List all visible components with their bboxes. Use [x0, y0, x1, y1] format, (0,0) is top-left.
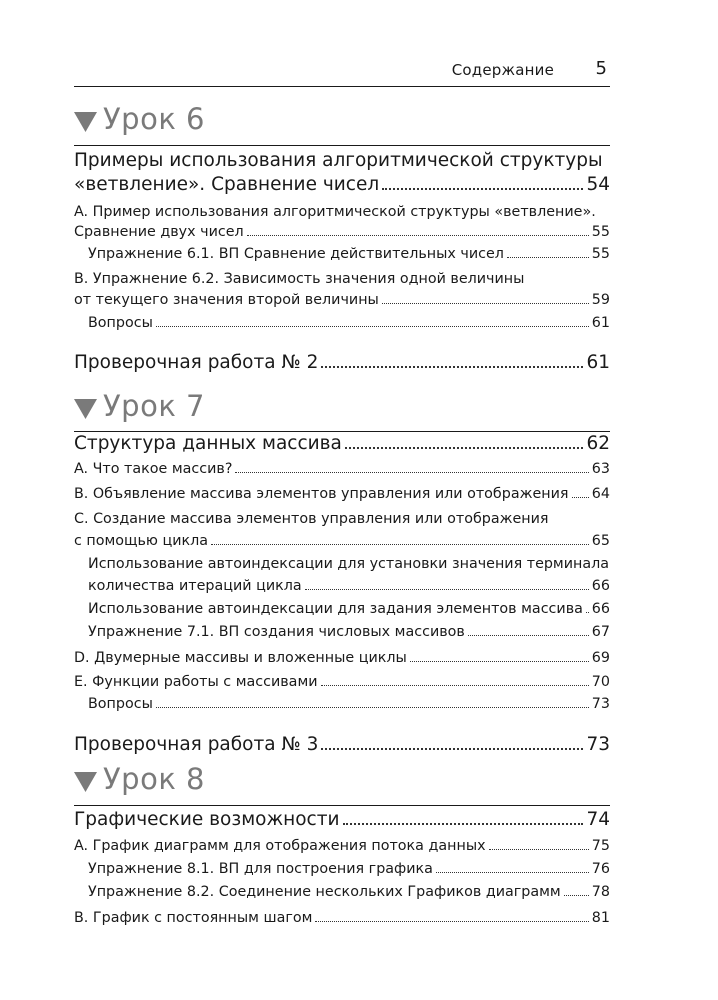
dot-leader: [321, 366, 583, 368]
toc-page-number: 66: [591, 601, 610, 617]
dot-leader: [489, 849, 589, 850]
lesson-6-rule: [74, 145, 610, 146]
toc-entry-label: Структура данных массива: [74, 433, 342, 454]
dot-leader: [247, 235, 589, 236]
header-section-title: Содержание: [451, 61, 554, 79]
running-header: [74, 58, 610, 87]
toc-entry-label: количества итераций цикла: [88, 578, 302, 594]
toc-page-number: 81: [591, 910, 610, 926]
toc-entry[interactable]: [74, 352, 610, 373]
toc-entry-line1: Примеры использования алгоритмической структуры: [74, 150, 603, 171]
toc-entry[interactable]: [74, 838, 610, 854]
dot-leader: [345, 447, 584, 449]
toc-page-number: 64: [591, 486, 610, 502]
toc-entry[interactable]: [74, 734, 610, 755]
toc-page-number: 66: [591, 578, 610, 594]
toc-entry-label: Упражнение 8.1. ВП для построения графика: [88, 861, 433, 877]
toc-page-number: 54: [586, 174, 610, 195]
toc-entry[interactable]: [88, 601, 610, 617]
toc-entry-label: D. Двумерные массивы и вложенные циклы: [74, 650, 407, 666]
toc-entry-label: от текущего значения второй величины: [74, 292, 379, 308]
dot-leader: [382, 303, 589, 304]
toc-entry-label: Сравнение двух чисел: [74, 224, 244, 240]
toc-entry[interactable]: [74, 292, 610, 308]
toc-entry-label: «ветвление». Сравнение чисел: [74, 174, 380, 195]
toc-page-number: 61: [586, 352, 610, 373]
dot-leader: [586, 612, 589, 613]
toc-page-number: 76: [591, 861, 610, 877]
toc-entry-label: Упражнение 6.1. ВП Сравнение действительных чисел: [88, 246, 504, 262]
toc-entry-line1: B. Упражнение 6.2. Зависимость значения одной величины: [74, 271, 525, 287]
toc-entry-label: A. Что такое массив?: [74, 461, 233, 477]
lesson-8-rule: [74, 805, 610, 806]
toc-page-number: 73: [591, 696, 610, 712]
dot-leader: [572, 497, 589, 498]
toc-entry-label: с помощью цикла: [74, 533, 209, 549]
toc-entry[interactable]: [88, 861, 610, 877]
toc-entry-label: Вопросы: [88, 696, 153, 712]
toc-entry[interactable]: [74, 910, 610, 926]
lesson-7-rule: [74, 431, 610, 432]
dot-leader: [343, 823, 584, 825]
dot-leader: [468, 635, 589, 636]
lesson-title: Урок 8: [103, 762, 206, 796]
toc-entry[interactable]: [74, 650, 610, 666]
toc-entry-label: Использование автоиндексации для задания элементов массива: [88, 601, 583, 617]
dot-leader: [436, 872, 589, 873]
lesson-6-heading: [74, 102, 610, 142]
toc-entry[interactable]: [74, 533, 610, 549]
toc-entry[interactable]: [88, 246, 610, 262]
toc-page-number: 70: [591, 674, 610, 690]
dot-leader: [235, 472, 588, 473]
toc-entry[interactable]: [74, 486, 610, 502]
toc-entry-line1: Использование автоиндексации для установки значения терминала: [88, 556, 610, 572]
lesson-title: Урок 6: [103, 102, 206, 136]
toc-entry[interactable]: [88, 578, 610, 594]
dot-leader: [321, 685, 589, 686]
toc-entry[interactable]: [88, 696, 610, 712]
dot-leader: [410, 661, 589, 662]
toc-entry[interactable]: [74, 224, 610, 240]
dot-leader: [156, 707, 589, 708]
triangle-down-icon: [74, 112, 97, 132]
toc-page-number: 59: [591, 292, 610, 308]
toc-entry[interactable]: [88, 884, 610, 900]
toc-entry[interactable]: [74, 433, 610, 454]
toc-entry-line1: C. Создание массива элементов управления или отображения: [74, 511, 549, 527]
header-page-number: 5: [595, 58, 607, 79]
toc-entry[interactable]: [88, 624, 610, 640]
toc-entry[interactable]: [74, 461, 610, 477]
toc-entry-label: B. Объявление массива элементов управления или отображения: [74, 486, 569, 502]
dot-leader: [507, 257, 589, 258]
toc-page-number: 55: [591, 224, 610, 240]
toc-entry-label: Проверочная работа № 2: [74, 352, 319, 373]
toc-entry[interactable]: [74, 809, 610, 830]
toc-page-number: 73: [586, 734, 610, 755]
toc-entry-label: Вопросы: [88, 315, 153, 331]
toc-page-number: 74: [586, 809, 610, 830]
dot-leader: [321, 748, 583, 750]
toc-entry-label: Упражнение 7.1. ВП создания числовых массивов: [88, 624, 465, 640]
toc-entry-label: A. График диаграмм для отображения потока данных: [74, 838, 486, 854]
toc-page-number: 55: [591, 246, 610, 262]
toc-entry-label: B. График с постоянным шагом: [74, 910, 313, 926]
dot-leader: [315, 921, 588, 922]
lesson-8-heading: [74, 762, 610, 802]
lesson-title: Урок 7: [103, 389, 206, 423]
toc-page-number: 61: [591, 315, 610, 331]
toc-entry-label: Проверочная работа № 3: [74, 734, 319, 755]
toc-entry[interactable]: [88, 315, 610, 331]
dot-leader: [564, 895, 589, 896]
dot-leader: [305, 589, 589, 590]
dot-leader: [211, 544, 589, 545]
toc-page-number: 65: [591, 533, 610, 549]
toc-entry[interactable]: [74, 674, 610, 690]
dot-leader: [382, 188, 583, 190]
toc-page-number: 67: [591, 624, 610, 640]
toc-entry-line1: A. Пример использования алгоритмической структуры «ветвление».: [74, 204, 596, 220]
toc-entry-label: Упражнение 8.2. Соединение нескольких Графиков диаграмм: [88, 884, 561, 900]
toc-page-number: 78: [591, 884, 610, 900]
toc-page-number: 75: [591, 838, 610, 854]
toc-entry-label: Графические возможности: [74, 809, 340, 830]
toc-page-number: 69: [591, 650, 610, 666]
toc-page-number: 62: [586, 433, 610, 454]
toc-entry-label: E. Функции работы с массивами: [74, 674, 318, 690]
dot-leader: [156, 326, 589, 327]
toc-page-number: 63: [591, 461, 610, 477]
lesson-7-heading: [74, 389, 610, 429]
triangle-down-icon: [74, 399, 97, 419]
toc-entry[interactable]: [74, 174, 610, 195]
triangle-down-icon: [74, 772, 97, 792]
